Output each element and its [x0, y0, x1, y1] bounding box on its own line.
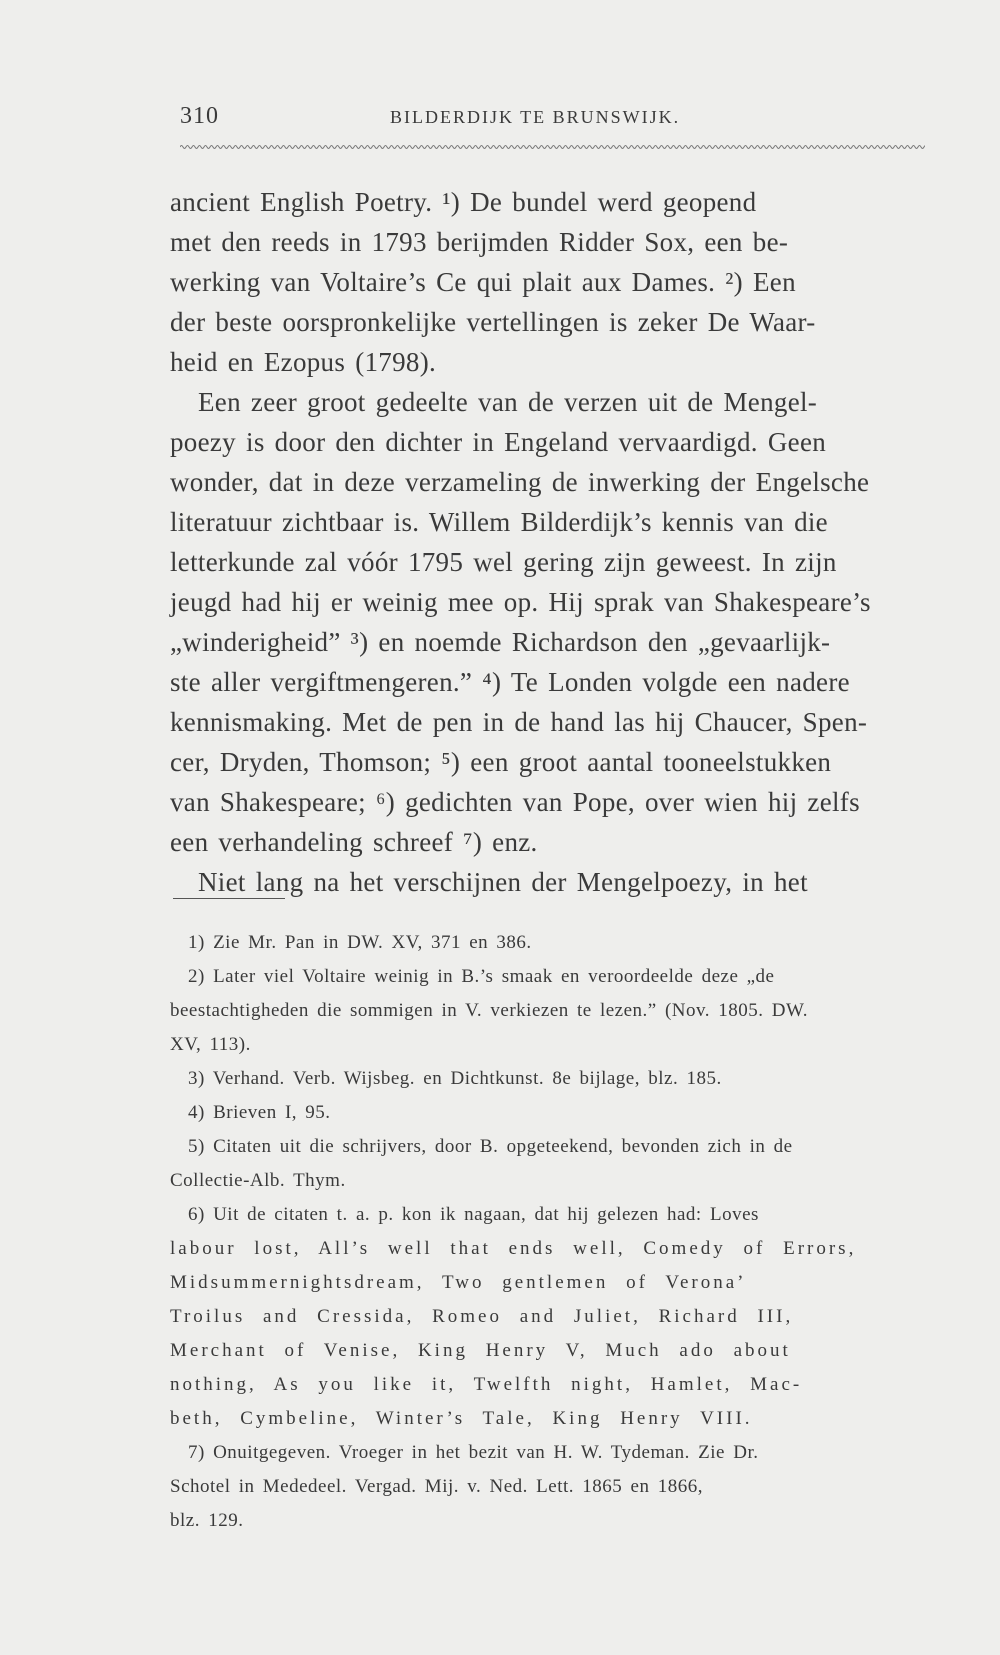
footnote-line: 7) Onuitgegeven. Vroeger in het bezit van H. W. Tydeman. Zie Dr.	[188, 1442, 759, 1463]
body-line: ste aller vergiftmengeren.” ⁴) Te Londen volgde een nadere	[170, 667, 850, 697]
footnote-line: beth, Cymbeline, Winter’s Tale, King Henry VIII.	[170, 1408, 753, 1429]
body-line: poezy is door den dichter in Engeland vervaardigd. Geen	[170, 427, 827, 457]
body-line: der beste oorspronkelijke vertellingen is zeker De Waar-	[170, 307, 816, 337]
body-line: werking van Voltaire’s Ce qui plait aux Dames. ²) Een	[170, 267, 796, 297]
body-line: letterkunde zal vóór 1795 wel gering zijn geweest. In zijn	[170, 547, 837, 577]
header-wavy-rule	[180, 142, 925, 152]
body-line: wonder, dat in deze verzameling de inwerking der Engelsche	[170, 467, 870, 497]
running-head: BILDERDIJK TE BRUNSWIJK.	[390, 107, 681, 127]
body-line: met den reeds in 1793 berijmden Ridder Sox, een be-	[170, 227, 789, 257]
footnote-line: Collectie-Alb. Thym.	[170, 1170, 346, 1191]
body-line: ancient English Poetry. ¹) De bundel werd geopend	[170, 187, 757, 217]
page-number: 310	[180, 103, 219, 129]
body-line: literatuur zichtbaar is. Willem Bilderdijk’s kennis van die	[170, 507, 828, 537]
footnote-line: 2) Later viel Voltaire weinig in B.’s smaak en veroordeelde deze „de	[188, 966, 775, 987]
body-line: een verhandeling schreef ⁷) enz.	[170, 827, 538, 857]
footnote-line: XV, 113).	[170, 1034, 251, 1055]
body-line: heid en Ezopus (1798).	[170, 347, 437, 377]
footnote-line: Schotel in Mededeel. Vergad. Mij. v. Ned. Lett. 1865 en 1866,	[170, 1476, 703, 1497]
footnote-line: Midsummernightsdream, Two gentlemen of Verona’	[170, 1272, 747, 1293]
body-line: jeugd had hij er weinig mee op. Hij sprak van Shakespeare’s	[170, 587, 871, 617]
footnote-line: 6) Uit de citaten t. a. p. kon ik nagaan, dat hij gelezen had: Loves	[188, 1204, 759, 1225]
footnote-line: beestachtigheden die sommigen in V. verkiezen te lezen.” (Nov. 1805. DW.	[170, 1000, 808, 1021]
footnote-line: 5) Citaten uit die schrijvers, door B. opgeteekend, bevonden zich in de	[188, 1136, 793, 1157]
footnote-line: labour lost, All’s well that ends well, Comedy of Errors,	[170, 1238, 857, 1259]
body-line: cer, Dryden, Thomson; ⁵) een groot aantal tooneelstukken	[170, 747, 832, 777]
footnote-line: blz. 129.	[170, 1510, 244, 1531]
footnotes	[170, 926, 930, 1538]
footnote-line: nothing, As you like it, Twelfth night, Hamlet, Mac-	[170, 1374, 803, 1395]
footnote-line: Merchant of Venise, King Henry V, Much ado about	[170, 1340, 791, 1361]
body-line: kennismaking. Met de pen in de hand las hij Chaucer, Spen-	[170, 707, 868, 737]
page-header	[180, 103, 920, 137]
body-line: „winderigheid” ³) en noemde Richardson den „gevaarlijk-	[170, 627, 831, 657]
footnote-line: 1) Zie Mr. Pan in DW. XV, 371 en 386.	[188, 932, 532, 953]
footnote-line: 4) Brieven I, 95.	[188, 1102, 331, 1123]
footnote-line: Troilus and Cressida, Romeo and Juliet, Richard III,	[170, 1306, 794, 1327]
footnote-rule	[173, 898, 285, 899]
body-line: Een zeer groot gedeelte van de verzen uit de Mengel-	[198, 387, 818, 417]
body-line: Niet lang na het verschijnen der Mengelpoezy, in het	[198, 867, 808, 897]
body-line: van Shakespeare; ⁶) gedichten van Pope, over wien hij zelfs	[170, 787, 860, 817]
body-text	[170, 182, 930, 902]
footnote-line: 3) Verhand. Verb. Wijsbeg. en Dichtkunst. 8e bijlage, blz. 185.	[188, 1068, 722, 1089]
